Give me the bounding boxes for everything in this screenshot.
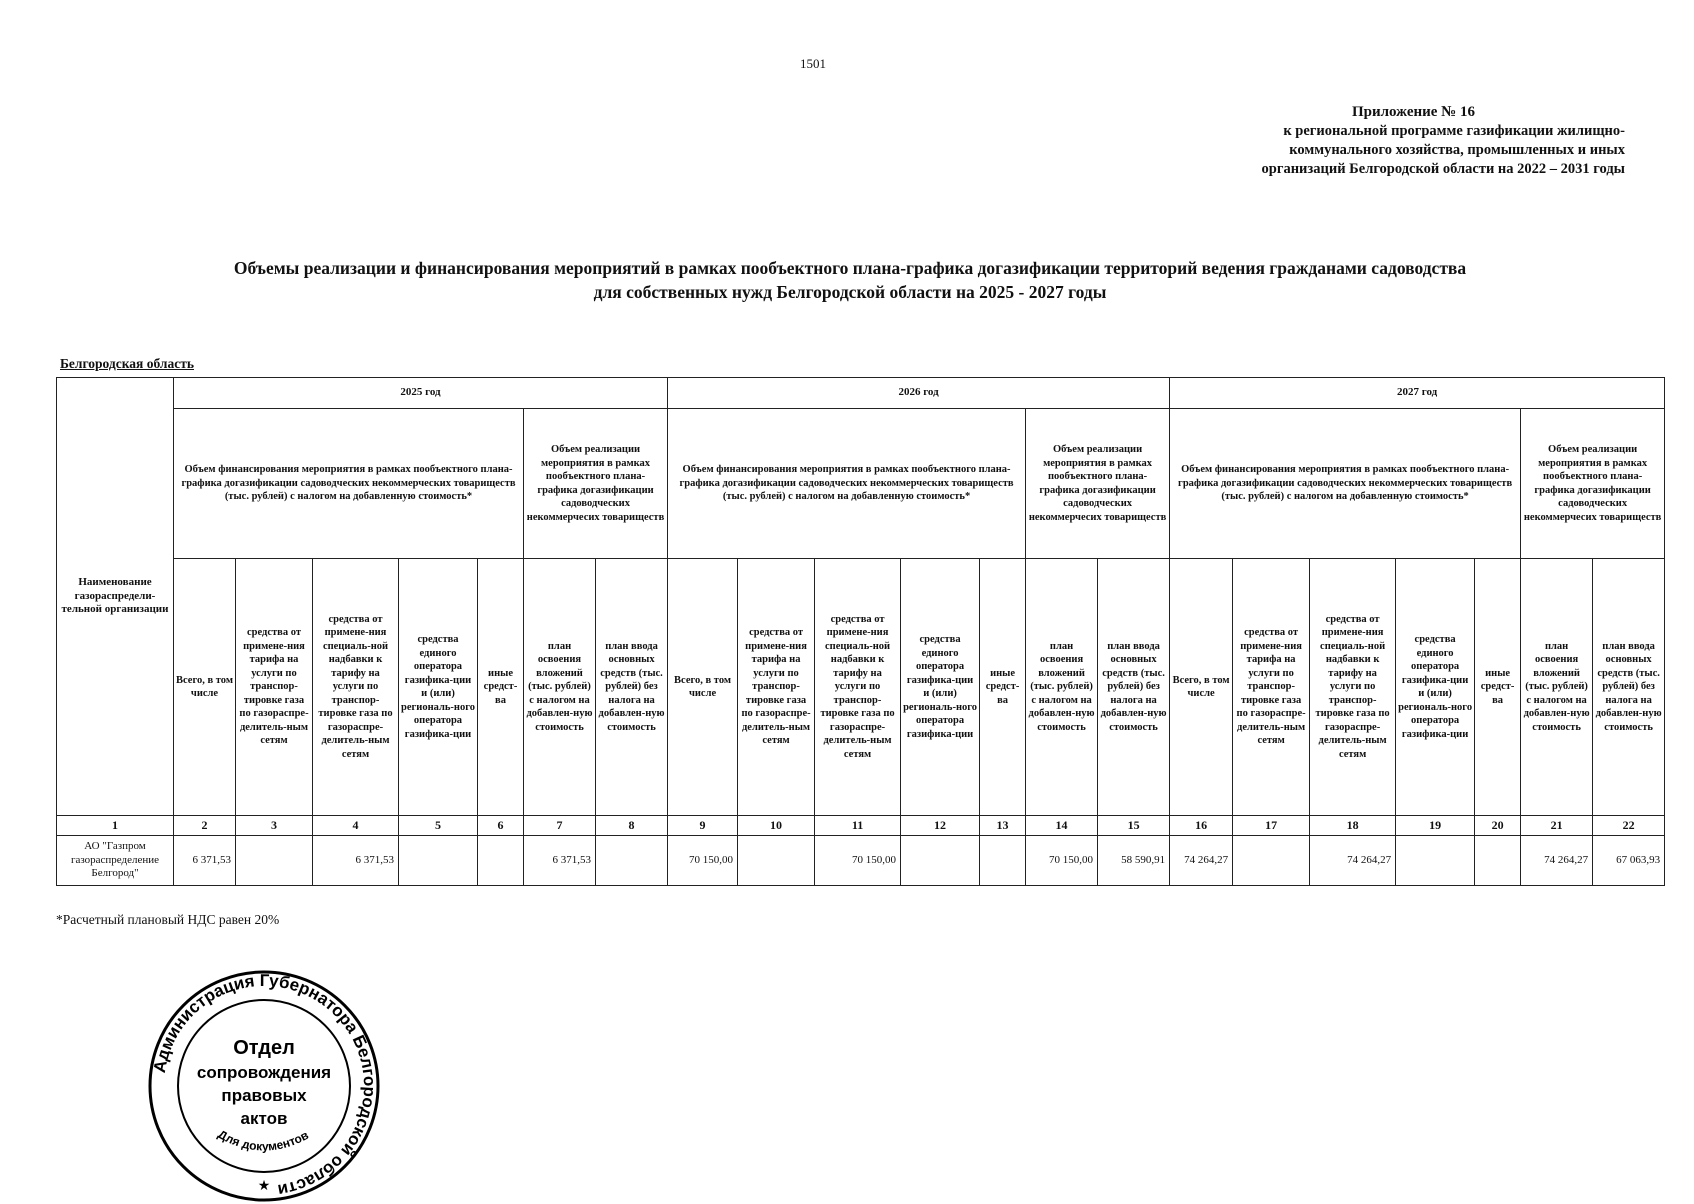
value-cell: 74 264,27 (1170, 836, 1233, 886)
value-cell (478, 836, 524, 886)
value-cell (1475, 836, 1521, 886)
column-number: 19 (1396, 816, 1475, 836)
column-number: 2 (174, 816, 236, 836)
plan-assets-header: план ввода основных средств (тыс. рублей) без налога на добавлен-ную стоимость (596, 559, 668, 816)
column-number: 12 (901, 816, 980, 836)
column-number: 21 (1521, 816, 1593, 836)
appendix-block (1150, 103, 1625, 179)
realization-group-header: Объем реализации мероприятия в рамках пообъектного плана-графика догазификации садоводческих некоммерчесих товариществ (1521, 409, 1665, 559)
operator-header: средства единого оператора газифика-ции и (или) региональ-ного оператора газифика-ции (1396, 559, 1475, 816)
column-number: 13 (980, 816, 1026, 836)
total-header: Всего, в том числе (668, 559, 738, 816)
column-number: 22 (1593, 816, 1665, 836)
tariff-header: средства от примене-ния тарифа на услуги по транспор-тировке газа по газораспре-делитель-ным сетям (738, 559, 815, 816)
realization-group-header: Объем реализации мероприятия в рамках пообъектного плана-графика догазификации садоводческих некоммерчесих товариществ (524, 409, 668, 559)
column-number-row (57, 816, 1665, 836)
value-cell: 67 063,93 (1593, 836, 1665, 886)
value-cell (1233, 836, 1310, 886)
column-number: 17 (1233, 816, 1310, 836)
column-number: 11 (815, 816, 901, 836)
tariff-header: средства от примене-ния тарифа на услуги по транспор-тировке газа по газораспре-делитель-ным сетям (236, 559, 313, 816)
year-header: 2025 год (174, 378, 668, 409)
stamp-star-icon: ★ (257, 1179, 271, 1194)
plan-assets-header: план ввода основных средств (тыс. рублей) без налога на добавлен-ную стоимость (1098, 559, 1170, 816)
column-number: 20 (1475, 816, 1521, 836)
other-funds-header: иные средст-ва (980, 559, 1026, 816)
total-header: Всего, в том числе (1170, 559, 1233, 816)
financing-group-header: Объем финансирования мероприятия в рамках пообъектного плана-графика догазификации садоводческих некоммерческих товариществ (тыс. рублей) с налогом на добавленную стоимость* (668, 409, 1026, 559)
value-cell (980, 836, 1026, 886)
value-cell: 6 371,53 (174, 836, 236, 886)
total-header: Всего, в том числе (174, 559, 236, 816)
document-title (150, 256, 1550, 304)
value-cell: 6 371,53 (524, 836, 596, 886)
financing-table (56, 377, 1665, 886)
year-header: 2026 год (668, 378, 1170, 409)
value-cell: 70 150,00 (1026, 836, 1098, 886)
column-number: 8 (596, 816, 668, 836)
column-number: 4 (313, 816, 399, 836)
value-cell: 6 371,53 (313, 836, 399, 886)
region-label: Белгородская область (60, 356, 194, 371)
plan-investment-header: план освоения вложений (тыс. рублей) с налогом на добавлен-ную стоимость (1521, 559, 1593, 816)
value-cell (1396, 836, 1475, 886)
column-number: 7 (524, 816, 596, 836)
value-cell (596, 836, 668, 886)
title-line: Объемы реализации и финансирования мероприятий в рамках пообъектного плана-графика догазификации территорий ведения гражданами садоводства (233, 258, 1467, 278)
appendix-line: к региональной программе газификации жилищно- (1283, 123, 1625, 139)
stamp-center-line: Отдел (233, 1037, 295, 1059)
value-cell: 70 150,00 (815, 836, 901, 886)
value-cell (738, 836, 815, 886)
page-number: 1501 (800, 56, 826, 71)
value-cell: 74 264,27 (1310, 836, 1396, 886)
other-funds-header: иные средст-ва (478, 559, 524, 816)
column-number: 9 (668, 816, 738, 836)
column-number: 5 (399, 816, 478, 836)
realization-group-header: Объем реализации мероприятия в рамках пообъектного плана-графика догазификации садоводческих некоммерчесих товариществ (1026, 409, 1170, 559)
value-cell (236, 836, 313, 886)
plan-assets-header: план ввода основных средств (тыс. рублей) без налога на добавлен-ную стоимость (1593, 559, 1665, 816)
value-cell: 58 590,91 (1098, 836, 1170, 886)
surcharge-header: средства от примене-ния специаль-ной надбавки к тарифу на услуги по транспор-тировке газа по газораспре-делитель-ным сетям (313, 559, 399, 816)
value-cell: 74 264,27 (1521, 836, 1593, 886)
org-name-header: Наименование газораспредели-тельной организации (57, 378, 174, 816)
plan-investment-header: план освоения вложений (тыс. рублей) с налогом на добавлен-ную стоимость (524, 559, 596, 816)
operator-header: средства единого оператора газифика-ции и (или) региональ-ного оператора газифика-ции (399, 559, 478, 816)
table-row (57, 836, 1665, 886)
svg-text:Для документов (216, 1127, 311, 1153)
appendix-line: коммунального хозяйства, промышленных и иных (1289, 142, 1625, 158)
column-number: 10 (738, 816, 815, 836)
vat-footnote: *Расчетный плановый НДС равен 20% (56, 912, 280, 927)
value-cell: 70 150,00 (668, 836, 738, 886)
financing-group-header: Объем финансирования мероприятия в рамках пообъектного плана-графика догазификации садоводческих некоммерческих товариществ (тыс. рублей) с налогом на добавленную стоимость* (174, 409, 524, 559)
plan-investment-header: план освоения вложений (тыс. рублей) с налогом на добавлен-ную стоимость (1026, 559, 1098, 816)
column-number: 14 (1026, 816, 1098, 836)
other-funds-header: иные средст-ва (1475, 559, 1521, 816)
financing-group-header: Объем финансирования мероприятия в рамках пообъектного плана-графика догазификации садоводческих некоммерческих товариществ (тыс. рублей) с налогом на добавленную стоимость* (1170, 409, 1521, 559)
column-number: 18 (1310, 816, 1396, 836)
column-number: 1 (57, 816, 174, 836)
official-stamp (146, 968, 382, 1204)
surcharge-header: средства от примене-ния специаль-ной надбавки к тарифу на услуги по транспор-тировке газа по газораспре-делитель-ным сетям (1310, 559, 1396, 816)
column-number: 6 (478, 816, 524, 836)
stamp-center-line: актов (240, 1109, 288, 1128)
title-line: для собственных нужд Белгородской области на 2025 - 2027 годы (593, 282, 1107, 302)
operator-header: средства единого оператора газифика-ции и (или) региональ-ного оператора газифика-ции (901, 559, 980, 816)
stamp-bottom-text: Для документов (215, 1127, 311, 1154)
surcharge-header: средства от примене-ния специаль-ной надбавки к тарифу на услуги по транспор-тировке газа по газораспре-делитель-ным сетям (815, 559, 901, 816)
year-header: 2027 год (1170, 378, 1665, 409)
tariff-header: средства от примене-ния тарифа на услуги по транспор-тировке газа по газораспре-делитель-ным сетям (1233, 559, 1310, 816)
stamp-center-line: правовых (221, 1086, 307, 1105)
value-cell (399, 836, 478, 886)
column-number: 15 (1098, 816, 1170, 836)
column-number: 16 (1170, 816, 1233, 836)
appendix-line: организаций Белгородской области на 2022 – 2031 годы (1261, 161, 1625, 177)
appendix-title: Приложение № 16 (1351, 104, 1475, 120)
stamp-center-line: сопровождения (196, 1063, 332, 1082)
value-cell (901, 836, 980, 886)
stamp-ring-text: Администрация Губернатора Белгородской области (149, 970, 380, 1201)
org-name-cell: АО "Газпром газораспределение Белгород" (57, 836, 174, 886)
column-number: 3 (236, 816, 313, 836)
